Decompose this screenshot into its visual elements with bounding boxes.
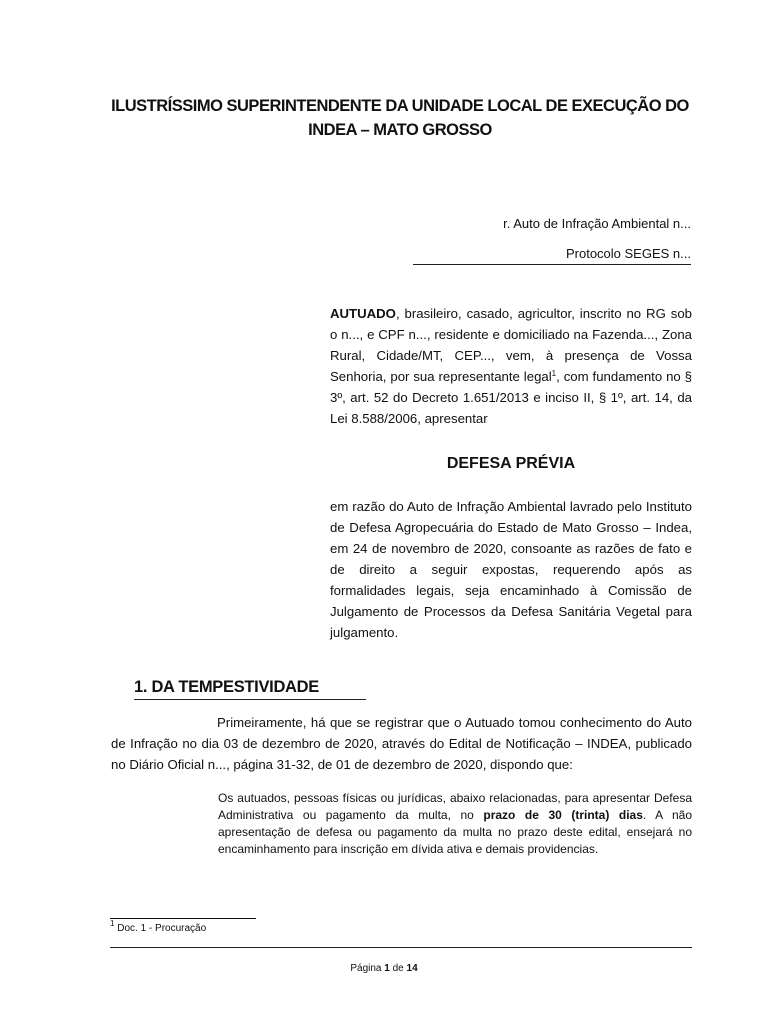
document-heading: [100, 94, 700, 142]
edital-quote: [218, 790, 692, 858]
page-current: 1: [384, 963, 390, 974]
heading-line-2: INDEA – MATO GROSSO: [308, 121, 492, 139]
auto-reference: r. Auto de Infração Ambiental n...: [503, 216, 691, 231]
protocolo-reference: Protocolo SEGES n...: [413, 246, 691, 265]
autuado-label: AUTUADO: [330, 306, 396, 321]
heading-line-1: ILUSTRÍSSIMO SUPERINTENDENTE DA UNIDADE LOCAL DE EXECUÇÃO DO: [111, 97, 689, 115]
page-of: de: [389, 963, 407, 974]
intro-paragraph: [330, 303, 692, 429]
page-number: [0, 963, 768, 974]
page-label: Página: [350, 963, 385, 974]
footer-divider: [110, 947, 692, 948]
intro-text-2: , com fundamento no § 3º, art. 52 do Decreto 1.651/2013 e inciso II, § 1º, art. 14, da Lei 8.588/2006, apresentar: [330, 369, 693, 426]
footnote: [110, 919, 207, 934]
footnote-number: 1: [110, 919, 115, 928]
page-total: 14: [406, 963, 418, 974]
tempestividade-paragraph: Primeiramente, há que se registrar que o Autuado tomou conhecimento do Auto de Infração no dia 03 de dezembro de 2020, através do Edital de Notificação – INDEA, publicado no Diário Oficial n..., página 31-32, de 01 de dezembro de 2020, dispondo que:: [111, 715, 692, 772]
quote-deadline: prazo de 30 (trinta) dias: [483, 808, 643, 822]
intro-text: , brasileiro, casado, agricultor, inscrito no RG sob o n..., e CPF n..., residente e domiciliado na Fazenda..., Zona Rural, Cidade/MT, CEP..., vem, à presença de Vossa Senhoria, por sua representante legal: [330, 306, 692, 384]
footnote-divider: [110, 918, 256, 919]
section-title-tempestividade: 1. DA TEMPESTIVIDADE: [134, 678, 366, 700]
defesa-previa-title: DEFESA PRÉVIA: [446, 455, 576, 472]
footnote-ref: 1: [551, 369, 557, 378]
quote-text-after: . A não apresentação de defesa ou pagamento da multa no prazo deste edital, ensejará no encaminhamento para inscrição em dívida ativa e demais providencias.: [218, 808, 692, 856]
footnote-text: Doc. 1 - Procuração: [114, 923, 207, 934]
quote-text-before: Os autuados, pessoas físicas ou jurídicas, abaixo relacionadas, para apresentar Defesa Administrativa ou pagamento da multa, no: [218, 791, 692, 822]
reason-paragraph: em razão do Auto de Infração Ambiental lavrado pelo Instituto de Defesa Agropecuária do Estado de Mato Grosso – Indea, em 24 de novembro de 2020, consoante as razões de fato e de direito a seguir expostas, requerendo após as formalidades legais, seja encaminhado à Comissão de Julgamento de Processos da Defesa Sanitária Vegetal para julgamento.: [330, 499, 692, 640]
